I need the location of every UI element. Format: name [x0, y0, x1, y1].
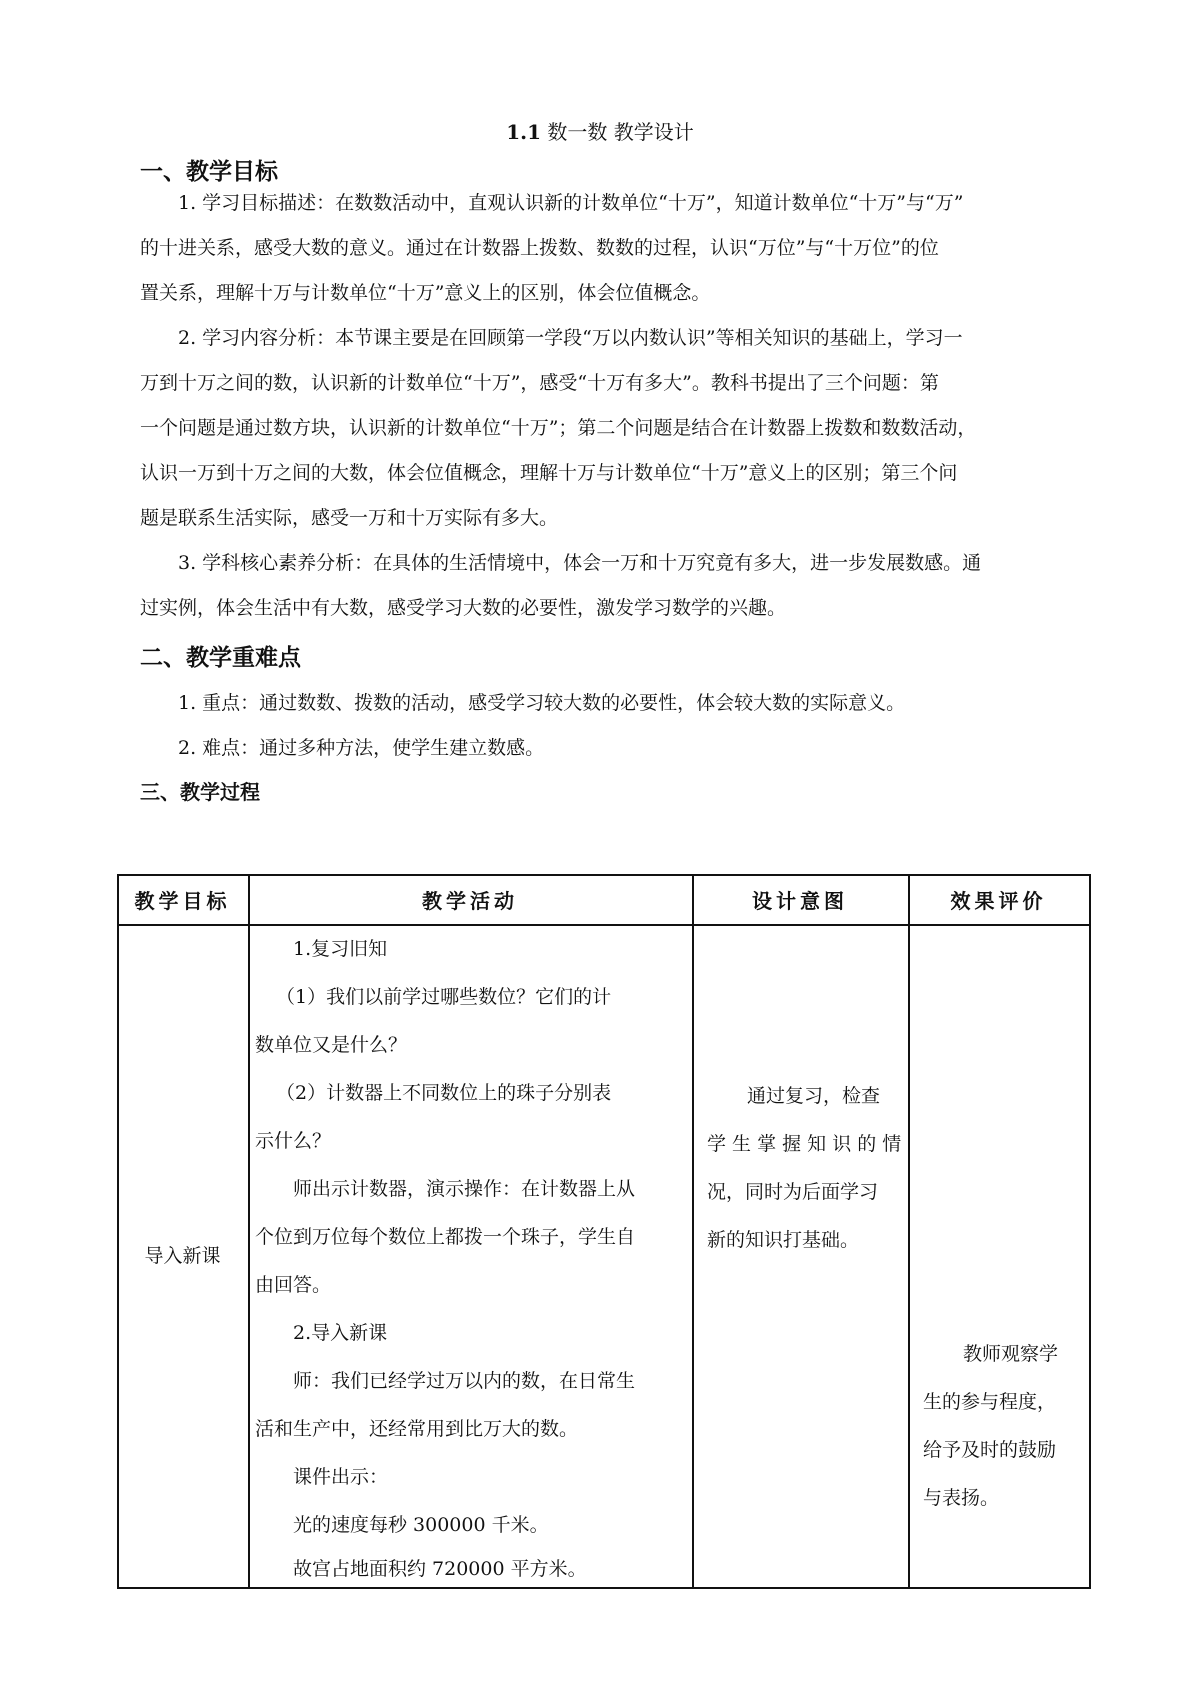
evaluation-line: 与表扬。 — [923, 1487, 1000, 1509]
evaluation-line: 给予及时的鼓励 — [923, 1439, 1057, 1461]
activity-line: 2.导入新课 — [293, 1322, 388, 1344]
goal-paragraph-1-line-1: 1. 学习目标描述：在数数活动中，直观认识新的计数单位“十万”，知道计数单位“十万”与“万” — [178, 192, 964, 214]
evaluation-line: 生的参与程度， — [923, 1391, 1057, 1413]
header-intent: 设计意图 — [752, 888, 848, 913]
table-col-divider-1 — [248, 874, 250, 1589]
teaching-process-table — [117, 874, 1091, 1589]
goal-paragraph-1-line-3: 置关系，理解十万与计数单位“十万”意义上的区别，体会位值概念。 — [140, 282, 711, 304]
goal-paragraph-2-line-1: 2. 学习内容分析：本节课主要是在回顾第一学段“万以内数认识”等相关知识的基础上，学习一 — [178, 327, 963, 349]
activity-line: 活和生产中，还经常用到比万大的数。 — [255, 1418, 579, 1440]
activity-line: 师：我们已经学过万以内的数，在日常生 — [293, 1370, 636, 1392]
intent-line: 学 生 掌 握 知 识 的 情 — [707, 1133, 902, 1155]
activity-line: 故宫占地面积约 720000 平方米。 — [293, 1558, 587, 1580]
activity-line: 由回答。 — [255, 1274, 332, 1296]
evaluation-line: 教师观察学 — [963, 1343, 1059, 1365]
header-goal: 教学目标 — [134, 888, 231, 913]
table-header-divider — [117, 924, 1091, 926]
activity-line: 示什么？ — [255, 1130, 332, 1152]
section-heading-goals: 一、教学目标 — [140, 159, 278, 185]
goal-paragraph-2-line-4: 认识一万到十万之间的大数，体会位值概念，理解十万与计数单位“十万”意义上的区别；第三个问 — [140, 462, 958, 484]
intent-line: 新的知识打基础。 — [707, 1229, 860, 1251]
title-text: 数一数 教学设计 — [547, 120, 694, 144]
activity-line: 光的速度每秒 300000 千米。 — [293, 1514, 549, 1536]
header-activity: 教学活动 — [422, 888, 518, 913]
activity-line: 1.复习旧知 — [293, 938, 388, 960]
activity-line: （2）计数器上不同数位上的珠子分别表 — [276, 1082, 612, 1104]
intent-line: 况，同时为后面学习 — [707, 1181, 879, 1203]
activity-line: 个位到万位每个数位上都拨一个珠子，学生自 — [255, 1226, 636, 1248]
activity-line: （1）我们以前学过哪些数位？它们的计 — [276, 986, 612, 1008]
table-border-left — [117, 874, 119, 1589]
section-heading-process: 三、教学过程 — [140, 780, 260, 804]
activity-line: 数单位又是什么？ — [255, 1034, 408, 1056]
activity-line: 课件出示： — [293, 1466, 389, 1488]
header-evaluation: 效果评价 — [950, 888, 1047, 913]
table-border-bottom — [117, 1587, 1091, 1589]
goal-paragraph-2-line-5: 题是联系生活实际，感受一万和十万实际有多大。 — [140, 507, 559, 529]
difficult-point: 2. 难点：通过多种方法，使学生建立数感。 — [178, 737, 545, 759]
goal-paragraph-2-line-3: 一个问题是通过数方块，认识新的计数单位“十万”；第二个问题是结合在计数器上拨数和数数活动， — [140, 417, 977, 439]
goal-paragraph-2-line-2: 万到十万之间的数，认识新的计数单位“十万”，感受“十万有多大”。教科书提出了三个问题：第 — [140, 372, 939, 394]
intent-line: 通过复习，检查 — [747, 1085, 881, 1107]
goal-paragraph-1-line-2: 的十进关系，感受大数的意义。通过在计数器上拨数、数数的过程，认识“万位”与“十万位”的位 — [140, 237, 939, 259]
title-number: 1.1 — [506, 120, 542, 144]
key-point: 1. 重点：通过数数、拨数的活动，感受学习较大数的必要性，体会较大数的实际意义。 — [178, 692, 906, 714]
goal-paragraph-3-line-2: 过实例，体会生活中有大数，感受学习大数的必要性，激发学习数学的兴趣。 — [140, 597, 787, 619]
goal-paragraph-3-line-1: 3. 学科核心素养分析：在具体的生活情境中，体会一万和十万究竟有多大，进一步发展数感。通 — [178, 552, 982, 574]
row-goal-cell: 导入新课 — [144, 1245, 221, 1267]
section-heading-key-points: 二、教学重难点 — [140, 645, 301, 671]
activity-line: 师出示计数器，演示操作：在计数器上从 — [293, 1178, 636, 1200]
document-title — [0, 118, 1200, 146]
